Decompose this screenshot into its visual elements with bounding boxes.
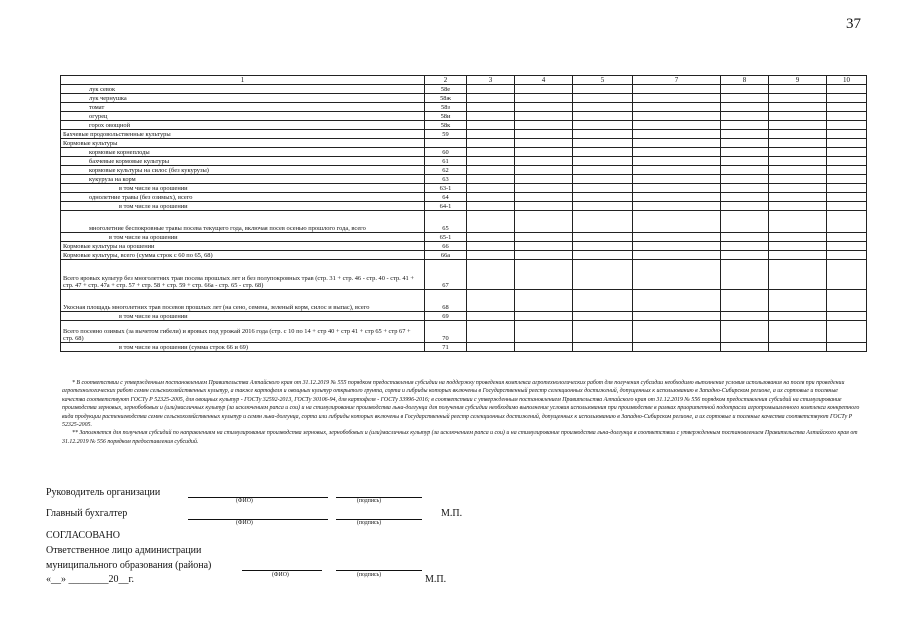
row-code: 63-1 [425, 184, 467, 193]
row-code: 62 [425, 166, 467, 175]
data-cell [633, 94, 721, 103]
table-row [61, 242, 867, 251]
data-cell [721, 85, 769, 94]
data-cell [633, 85, 721, 94]
data-cell [769, 251, 827, 260]
footnote-2: ** Заполняется для получения субсидий по направлениям на стимулирование производства зерновых, зернобобовых и (или)масличных культур (за исключением рапса и сои) и на стимулирование производства льна-долгунца в соответствии с утвержденным постановлением Правительства Алтайского края от 31.12.2019 № 556 порядком предоставления субсидий. [62, 430, 858, 445]
row-label: Бахчевые продовольственные культуры [61, 130, 425, 139]
accountant-fio-line [188, 519, 328, 520]
date-line: «__» ________20__г. [46, 574, 134, 585]
data-cell [633, 148, 721, 157]
data-cell [633, 202, 721, 211]
data-cell [633, 130, 721, 139]
data-cell [633, 242, 721, 251]
data-cell [633, 184, 721, 193]
table-row [61, 321, 867, 343]
agreed-heading: СОГЛАСОВАНО [46, 530, 121, 541]
data-cell [573, 103, 633, 112]
data-cell [827, 103, 867, 112]
data-cell [769, 202, 827, 211]
data-cell [633, 312, 721, 321]
data-cell [515, 112, 573, 121]
data-cell [573, 157, 633, 166]
data-cell [515, 343, 573, 352]
data-cell [573, 85, 633, 94]
data-cell [827, 202, 867, 211]
responsible-label-2: муниципального образования (района) [46, 560, 212, 571]
data-cell [721, 193, 769, 202]
data-cell [633, 175, 721, 184]
data-cell [633, 103, 721, 112]
data-cell [573, 121, 633, 130]
data-cell [721, 242, 769, 251]
row-label: однолетние травы (без озимых), всего [61, 193, 425, 202]
row-code: 71 [425, 343, 467, 352]
data-cell [769, 148, 827, 157]
crop-area-table [60, 75, 867, 352]
row-code: 58к [425, 121, 467, 130]
data-cell [467, 184, 515, 193]
data-cell [633, 233, 721, 242]
footnote-1: * В соответствии с утвержденным постановлением Правительства Алтайского края от 31.12.2019 № 555 порядком предоставления субсидии на поддержку проведения комплекса агротехнологических работ для получения субсидии необходимо выполнение условия использования на посев при проведении агротехнологических работ семян сельскохозяйственных культур, а также картофеля и овощных культур открытого грунта, сорта и гибриды которых включены в Государственный реестр селекционных достижений, допущенных к использованию в Западно-Сибирском регионе, а их сортовые и посевные качества соответствуют ГОСТу Р 52325-2005, для овощных культур - ГОСТу 32592-2013, ГОСТу 30106-94, для картофеля - ГОСТу 33996-2016; в соответствии с утвержденным постановлением Правительства Алтайского края от 31.12.2019 № 556 порядком предоставления субсидий на стимулирование производства зерновых, зернобобовых и (или)масличных культур (за исключением рапса и сои) и на стимулирование производства льна-долгунца для получения субсидии необходимо выполнение условия использования при производстве в рамках приоритетной подотрасли агропромышленного комплекса конкретного вида продукции растениеводства семян сельскохозяйственных культур и семян льна-долгунца, сорта или гибриды которых включены в Государственный реестр селекционных достижений, допущенных к использованию в Западно-Сибирском регионе, а их сортовые и посевные качества соответствуют ГОСТу Р 52325-2005. [62, 380, 860, 429]
row-label: кукуруза на корм [61, 175, 425, 184]
data-cell [721, 321, 769, 343]
data-cell [827, 130, 867, 139]
data-cell [769, 312, 827, 321]
data-cell [515, 202, 573, 211]
table-row [61, 260, 867, 290]
row-code: 65 [425, 211, 467, 233]
data-cell [467, 290, 515, 312]
data-cell [515, 103, 573, 112]
data-cell [573, 202, 633, 211]
accountant-signature-caption: (подпись) [357, 520, 382, 526]
data-cell [827, 211, 867, 233]
data-cell [827, 148, 867, 157]
data-cell [573, 242, 633, 251]
data-cell [573, 112, 633, 121]
data-cell [769, 343, 827, 352]
data-cell [573, 290, 633, 312]
data-cell [467, 166, 515, 175]
row-code [425, 139, 467, 148]
data-cell [769, 139, 827, 148]
data-cell [633, 343, 721, 352]
data-cell [827, 166, 867, 175]
data-cell [769, 321, 827, 343]
data-cell [467, 112, 515, 121]
row-code: 67 [425, 260, 467, 290]
accountant-label: Главный бухгалтер [46, 508, 128, 519]
data-cell [573, 321, 633, 343]
data-cell [721, 260, 769, 290]
row-label: лук севок [61, 85, 425, 94]
data-cell [573, 139, 633, 148]
header-cell: 7 [633, 76, 721, 85]
data-cell [827, 121, 867, 130]
data-cell [721, 211, 769, 233]
row-label: Укосная площадь многолетних трав посевов прошлых лет (на сено, семена, зеленый корм, силос и выпас), всего [61, 290, 425, 312]
data-cell [515, 157, 573, 166]
data-cell [633, 193, 721, 202]
data-cell [827, 233, 867, 242]
data-cell [769, 157, 827, 166]
table-row [61, 166, 867, 175]
data-cell [515, 85, 573, 94]
data-cell [467, 157, 515, 166]
responsible-fio-line [242, 570, 322, 571]
data-cell [721, 312, 769, 321]
data-cell [573, 94, 633, 103]
row-code: 58з [425, 103, 467, 112]
row-code: 64-1 [425, 202, 467, 211]
data-cell [769, 260, 827, 290]
data-cell [573, 251, 633, 260]
data-cell [769, 290, 827, 312]
data-cell [769, 112, 827, 121]
head-fio-caption: (ФИО) [236, 498, 253, 504]
data-cell [467, 175, 515, 184]
row-label: в том числе на орошении [61, 312, 425, 321]
row-label: многолетние беспокровные травы посева текущего года, включая посев осенью прошлого года, всего [61, 211, 425, 233]
data-cell [633, 260, 721, 290]
table-row [61, 121, 867, 130]
data-cell [515, 290, 573, 312]
footnotes [62, 379, 862, 446]
table-row [61, 184, 867, 193]
data-cell [721, 166, 769, 175]
data-cell [827, 94, 867, 103]
row-code: 65-1 [425, 233, 467, 242]
data-cell [467, 121, 515, 130]
data-cell [467, 242, 515, 251]
row-code: 58и [425, 112, 467, 121]
data-cell [467, 202, 515, 211]
data-cell [515, 139, 573, 148]
table-row [61, 157, 867, 166]
data-cell [515, 321, 573, 343]
data-cell [515, 148, 573, 157]
table-header-row [61, 76, 867, 85]
table-row [61, 312, 867, 321]
data-cell [721, 233, 769, 242]
data-cell [769, 103, 827, 112]
data-cell [467, 343, 515, 352]
row-code: 59 [425, 130, 467, 139]
table-row [61, 211, 867, 233]
data-cell [467, 211, 515, 233]
responsible-signature-line [336, 570, 422, 571]
header-cell: 2 [425, 76, 467, 85]
data-cell [721, 139, 769, 148]
data-cell [467, 193, 515, 202]
row-label: в том числе на орошении [61, 233, 425, 242]
data-cell [573, 260, 633, 290]
header-cell: 3 [467, 76, 515, 85]
row-label: томат [61, 103, 425, 112]
row-label: кормовые культуры на силос (без кукурузы) [61, 166, 425, 175]
row-label: в том числе на орошении (сумма строк 66 и 69) [61, 343, 425, 352]
data-cell [515, 233, 573, 242]
row-label: Всего посеяно озимых (за вычетом гибели) и яровых под урожай 2016 года (стр. с 10 по 14 + стр 40 + стр 41 + стр 65 + стр 67 + стр. 68) [61, 321, 425, 343]
row-code: 66а [425, 251, 467, 260]
header-cell: 5 [573, 76, 633, 85]
data-cell [721, 94, 769, 103]
row-label: Кормовые культуры, всего (сумма строк с 60 по 65, 68) [61, 251, 425, 260]
data-cell [721, 175, 769, 184]
data-cell [827, 85, 867, 94]
data-cell [515, 121, 573, 130]
data-cell [467, 148, 515, 157]
data-cell [515, 175, 573, 184]
data-cell [769, 233, 827, 242]
table-row [61, 148, 867, 157]
data-cell [515, 242, 573, 251]
row-code: 58е [425, 85, 467, 94]
data-cell [633, 251, 721, 260]
data-cell [721, 103, 769, 112]
data-cell [573, 184, 633, 193]
data-cell [721, 251, 769, 260]
table-row [61, 193, 867, 202]
row-code: 61 [425, 157, 467, 166]
data-cell [827, 321, 867, 343]
data-cell [827, 251, 867, 260]
table-row [61, 112, 867, 121]
data-cell [467, 130, 515, 139]
data-cell [573, 148, 633, 157]
table-row [61, 233, 867, 242]
data-cell [573, 312, 633, 321]
data-cell [827, 175, 867, 184]
data-cell [769, 211, 827, 233]
data-cell [467, 312, 515, 321]
row-label: бахчевые кормовые культуры [61, 157, 425, 166]
data-cell [721, 202, 769, 211]
accountant-fio-caption: (ФИО) [236, 520, 253, 526]
data-cell [827, 112, 867, 121]
header-cell: 1 [61, 76, 425, 85]
row-label: кормовые корнеплоды [61, 148, 425, 157]
data-cell [515, 130, 573, 139]
data-cell [721, 112, 769, 121]
data-cell [633, 166, 721, 175]
row-label: в том числе на орошении [61, 184, 425, 193]
data-cell [467, 139, 515, 148]
data-cell [573, 233, 633, 242]
data-cell [467, 85, 515, 94]
data-cell [633, 211, 721, 233]
row-code: 66 [425, 242, 467, 251]
table-row [61, 130, 867, 139]
head-fio-line [188, 497, 328, 498]
data-cell [721, 184, 769, 193]
data-cell [515, 211, 573, 233]
row-label: лук чернушка [61, 94, 425, 103]
data-cell [573, 193, 633, 202]
data-cell [515, 251, 573, 260]
header-cell: 8 [721, 76, 769, 85]
table-row [61, 343, 867, 352]
data-cell [633, 139, 721, 148]
table-row [61, 251, 867, 260]
table-row [61, 94, 867, 103]
data-cell [515, 312, 573, 321]
row-code: 70 [425, 321, 467, 343]
row-label: Кормовые культуры на орошении [61, 242, 425, 251]
data-cell [573, 130, 633, 139]
table-row [61, 85, 867, 94]
data-cell [633, 112, 721, 121]
data-cell [721, 157, 769, 166]
header-cell: 9 [769, 76, 827, 85]
header-cell: 4 [515, 76, 573, 85]
data-cell [769, 94, 827, 103]
table-row [61, 290, 867, 312]
data-cell [573, 175, 633, 184]
data-cell [827, 139, 867, 148]
row-code: 69 [425, 312, 467, 321]
row-code: 60 [425, 148, 467, 157]
row-label: в том числе на орошении [61, 202, 425, 211]
data-cell [721, 121, 769, 130]
page-number: 37 [846, 16, 861, 32]
data-cell [769, 175, 827, 184]
data-cell [769, 242, 827, 251]
table-row [61, 175, 867, 184]
data-cell [633, 121, 721, 130]
data-cell [515, 184, 573, 193]
row-code: 58ж [425, 94, 467, 103]
stamp-mark-2: М.П. [425, 574, 447, 585]
responsible-signature-caption: (подпись) [357, 572, 382, 578]
row-code: 68 [425, 290, 467, 312]
data-cell [633, 321, 721, 343]
head-signature-caption: (подпись) [357, 498, 382, 504]
data-cell [769, 193, 827, 202]
header-cell: 10 [827, 76, 867, 85]
data-cell [467, 233, 515, 242]
data-cell [827, 312, 867, 321]
data-cell [573, 166, 633, 175]
data-cell [721, 290, 769, 312]
data-cell [769, 85, 827, 94]
data-cell [467, 103, 515, 112]
data-cell [633, 290, 721, 312]
data-cell [827, 343, 867, 352]
data-cell [467, 260, 515, 290]
data-cell [721, 343, 769, 352]
table-row [61, 202, 867, 211]
data-cell [573, 343, 633, 352]
data-cell [467, 321, 515, 343]
data-cell [633, 157, 721, 166]
row-label: горох овощной [61, 121, 425, 130]
data-cell [573, 211, 633, 233]
responsible-label-1: Ответственное лицо администрации [46, 545, 202, 556]
data-cell [827, 184, 867, 193]
head-label: Руководитель организации [46, 487, 161, 498]
stamp-mark: М.П. [441, 508, 463, 519]
data-cell [827, 193, 867, 202]
data-cell [467, 251, 515, 260]
data-cell [721, 130, 769, 139]
responsible-fio-caption: (ФИО) [272, 572, 289, 578]
table-row [61, 103, 867, 112]
data-cell [827, 260, 867, 290]
table-row [61, 139, 867, 148]
data-cell [515, 260, 573, 290]
data-cell [769, 166, 827, 175]
row-label: Кормовые культуры [61, 139, 425, 148]
data-cell [769, 130, 827, 139]
data-cell [515, 94, 573, 103]
data-cell [515, 193, 573, 202]
row-label: огурец [61, 112, 425, 121]
data-cell [515, 166, 573, 175]
data-cell [769, 184, 827, 193]
row-label: Всего яровых культур без многолетних трав посева прошлых лет и без полупокровных трав (стр. 31 + стр. 46 - стр. 40 - стр. 41 + стр. 47 + стр. 47а + стр. 57 + стр. 58 + стр. 59 + стр. 66а - стр. 65 - стр. 68) [61, 260, 425, 290]
data-cell [827, 157, 867, 166]
data-cell [827, 242, 867, 251]
data-cell [467, 94, 515, 103]
row-code: 64 [425, 193, 467, 202]
row-code: 63 [425, 175, 467, 184]
data-cell [721, 148, 769, 157]
data-cell [827, 290, 867, 312]
data-cell [769, 121, 827, 130]
